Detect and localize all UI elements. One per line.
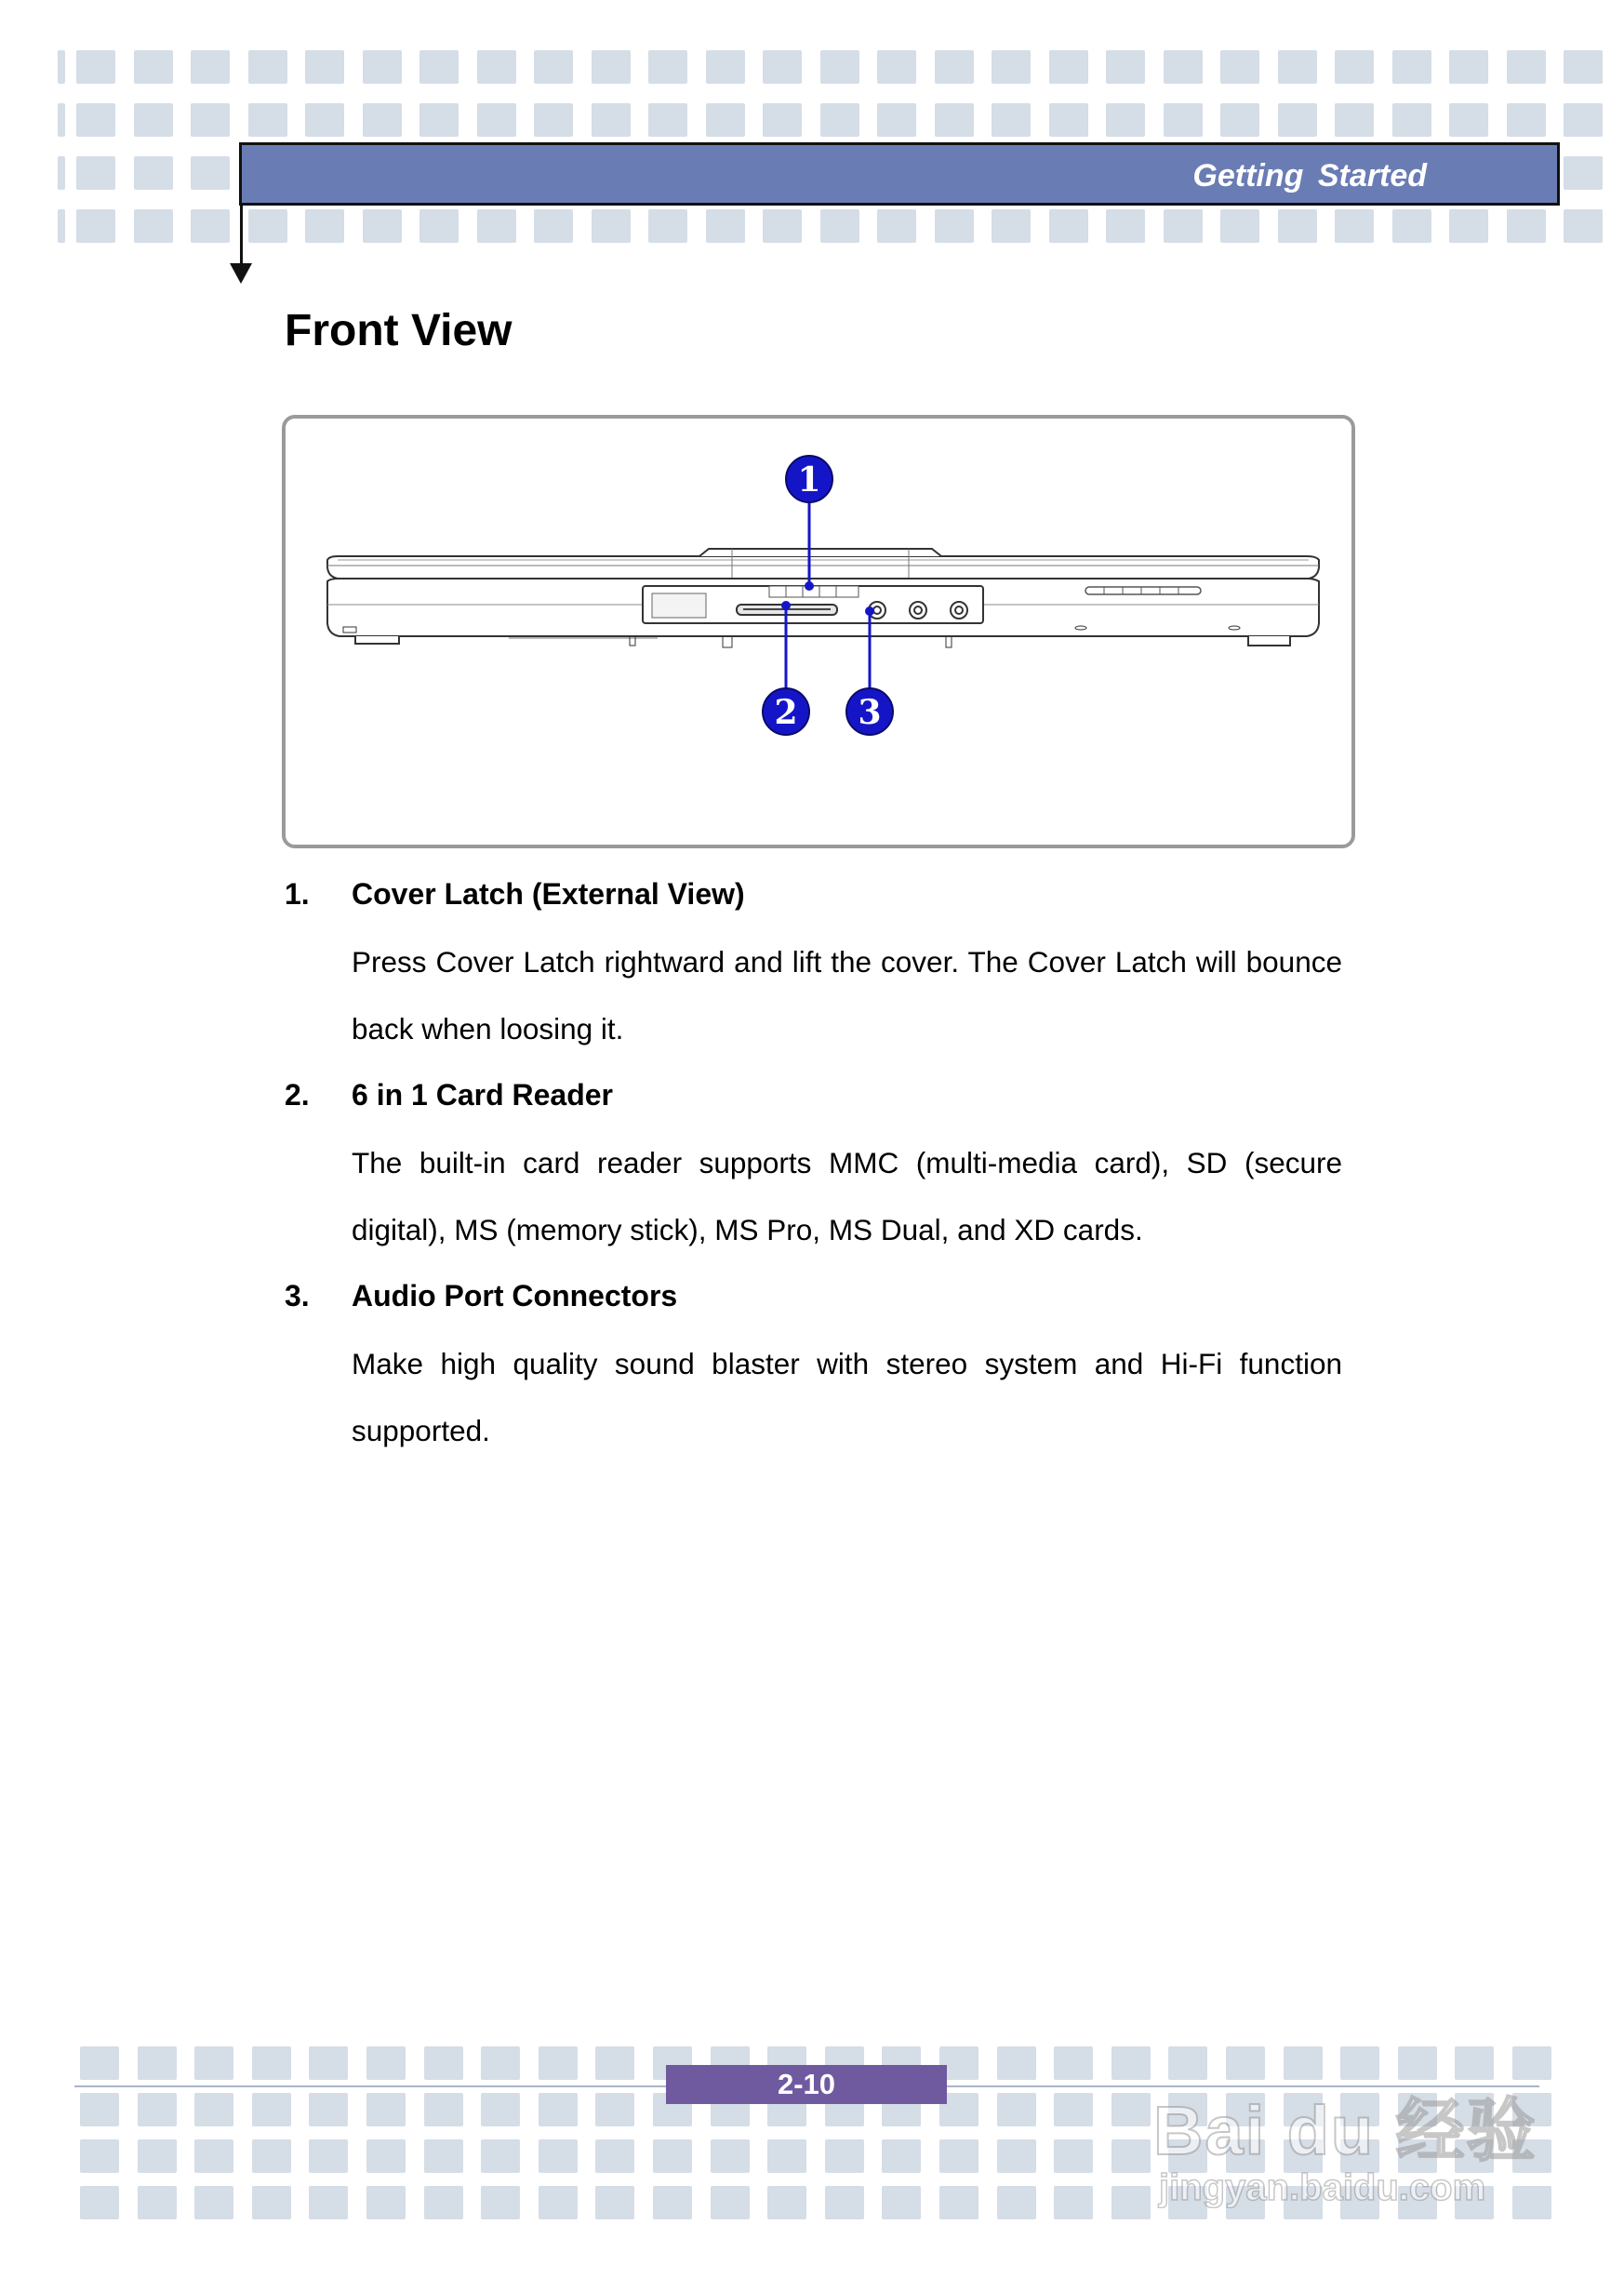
- tile: [711, 2186, 750, 2219]
- item-3-line-2: supported.: [352, 1414, 490, 1447]
- page-number: 2-10: [666, 2065, 947, 2104]
- callout-badge-1: [786, 456, 832, 502]
- tile: [191, 156, 230, 190]
- tile: [1564, 156, 1603, 190]
- tile: [58, 103, 65, 137]
- tile: [1449, 50, 1488, 84]
- watermark-url-text: jingyan.baidu.com: [1159, 2167, 1486, 2208]
- tile: [763, 209, 802, 243]
- svg-text:1: 1: [797, 460, 821, 500]
- tile: [539, 2186, 578, 2219]
- item-1-line-2: back when loosing it.: [352, 1012, 624, 1046]
- tile: [248, 209, 287, 243]
- callout-badge-2: [763, 688, 809, 735]
- tile: [424, 2046, 463, 2080]
- tile: [1335, 209, 1374, 243]
- tile: [191, 103, 230, 137]
- tile: [1507, 209, 1546, 243]
- tile: [1220, 103, 1259, 137]
- tile: [138, 2139, 177, 2173]
- tile: [419, 103, 459, 137]
- tile: [252, 2093, 291, 2126]
- tile: [424, 2186, 463, 2219]
- tile: [194, 2093, 233, 2126]
- tile: [706, 50, 745, 84]
- tile: [248, 50, 287, 84]
- tile: [1507, 50, 1546, 84]
- tile: [194, 2139, 233, 2173]
- tile: [595, 2093, 634, 2126]
- tile: [363, 50, 402, 84]
- tile: [992, 50, 1031, 84]
- front-view-figure: [282, 415, 1355, 848]
- arrow-down-icon: [230, 263, 252, 284]
- tile: [1164, 103, 1203, 137]
- tile: [477, 50, 516, 84]
- tile: [363, 209, 402, 243]
- item-3-heading: Audio Port Connectors: [352, 1279, 678, 1312]
- tile: [419, 50, 459, 84]
- tile: [1106, 209, 1145, 243]
- tile: [134, 209, 173, 243]
- item-2-number: 2.: [285, 1078, 310, 1112]
- tile: [1164, 50, 1203, 84]
- tile: [935, 50, 974, 84]
- tile: [80, 2186, 119, 2219]
- tile: [419, 209, 459, 243]
- tile: [1564, 103, 1603, 137]
- tile: [366, 2139, 406, 2173]
- tile: [424, 2139, 463, 2173]
- tile: [138, 2186, 177, 2219]
- tile: [1049, 209, 1088, 243]
- tile: [363, 103, 402, 137]
- tile: [992, 103, 1031, 137]
- tile: [1112, 2186, 1151, 2219]
- item-1-number: 1.: [285, 877, 310, 911]
- tile: [877, 103, 916, 137]
- tile: [309, 2186, 348, 2219]
- tile: [711, 2139, 750, 2173]
- tile: [882, 2186, 921, 2219]
- tile: [992, 209, 1031, 243]
- tile: [595, 2139, 634, 2173]
- tile: [309, 2046, 348, 2080]
- tile: [1335, 50, 1374, 84]
- tile: [592, 103, 631, 137]
- tile: [1449, 103, 1488, 137]
- tile: [534, 50, 573, 84]
- tile: [1106, 103, 1145, 137]
- tile: [877, 209, 916, 243]
- tile: [877, 50, 916, 84]
- tile: [648, 103, 687, 137]
- item-1-line-1: Press Cover Latch rightward and lift the cover. The Cover Latch will bounce: [352, 945, 1342, 979]
- tile: [1392, 209, 1431, 243]
- tile: [80, 2046, 119, 2080]
- laptop-front-illustration: [286, 419, 1351, 845]
- item-1-heading: Cover Latch (External View): [352, 877, 745, 911]
- tile: [1112, 2139, 1151, 2173]
- tile: [80, 2093, 119, 2126]
- tile: [1054, 2093, 1093, 2126]
- tile: [653, 2139, 692, 2173]
- tile: [134, 50, 173, 84]
- tile: [252, 2046, 291, 2080]
- tile: [248, 103, 287, 137]
- tile: [1049, 103, 1088, 137]
- tile: [820, 209, 859, 243]
- tile: [481, 2093, 520, 2126]
- tile: [706, 103, 745, 137]
- tile: [763, 50, 802, 84]
- page-title: Front View: [285, 306, 512, 355]
- item-2-line-2: digital), MS (memory stick), MS Pro, MS Dual, and XD cards.: [352, 1213, 1143, 1246]
- tile: [1054, 2046, 1093, 2080]
- tile: [1220, 50, 1259, 84]
- item-1-description: [352, 928, 1342, 1062]
- tile: [592, 209, 631, 243]
- tile: [539, 2093, 578, 2126]
- tile: [1564, 50, 1603, 84]
- svg-text:3: 3: [858, 693, 882, 732]
- header-arrow-line: [240, 206, 243, 265]
- tile: [1392, 103, 1431, 137]
- tile: [935, 103, 974, 137]
- tile: [534, 103, 573, 137]
- tile: [305, 209, 344, 243]
- tile: [252, 2186, 291, 2219]
- tile: [76, 103, 115, 137]
- tile: [1220, 209, 1259, 243]
- tile: [534, 209, 573, 243]
- tile: [191, 50, 230, 84]
- tile: [76, 50, 115, 84]
- item-3-line-1: Make high quality sound blaster with stereo system and Hi-Fi function: [352, 1347, 1342, 1380]
- tile: [997, 2046, 1036, 2080]
- tile: [1278, 209, 1317, 243]
- tile: [539, 2046, 578, 2080]
- tile: [767, 2139, 806, 2173]
- tile: [1335, 103, 1374, 137]
- tile: [1106, 50, 1145, 84]
- tile: [825, 2186, 864, 2219]
- tile: [1507, 103, 1546, 137]
- watermark-main-text: Bai du 经验: [1153, 2092, 1537, 2169]
- tile: [366, 2186, 406, 2219]
- tile: [481, 2139, 520, 2173]
- tile: [595, 2186, 634, 2219]
- tile: [706, 209, 745, 243]
- item-2-line-1: The built-in card reader supports MMC (multi-media card), SD (secure: [352, 1146, 1342, 1179]
- tile: [1112, 2093, 1151, 2126]
- tile: [1449, 209, 1488, 243]
- callout-badge-3: [846, 688, 893, 735]
- tile: [1049, 50, 1088, 84]
- tile: [1392, 50, 1431, 84]
- tile: [424, 2093, 463, 2126]
- tile: [138, 2093, 177, 2126]
- tile: [134, 156, 173, 190]
- tile: [648, 50, 687, 84]
- tile: [1054, 2139, 1093, 2173]
- tile: [595, 2046, 634, 2080]
- tile: [481, 2046, 520, 2080]
- svg-text:2: 2: [774, 693, 798, 732]
- section-header-bar: [239, 142, 1560, 206]
- item-2-description: [352, 1129, 1342, 1263]
- tile: [76, 156, 115, 190]
- tile: [939, 2139, 978, 2173]
- tile: [58, 209, 65, 243]
- tile: [58, 50, 65, 84]
- item-2-heading: 6 in 1 Card Reader: [352, 1078, 613, 1112]
- tile: [1278, 50, 1317, 84]
- tile: [477, 209, 516, 243]
- tile: [138, 2046, 177, 2080]
- tile: [80, 2139, 119, 2173]
- tile: [477, 103, 516, 137]
- tile: [882, 2139, 921, 2173]
- tile: [997, 2186, 1036, 2219]
- section-title: Getting Started: [1192, 158, 1427, 193]
- tile: [191, 209, 230, 243]
- tile: [305, 103, 344, 137]
- tile: [305, 50, 344, 84]
- tile: [366, 2093, 406, 2126]
- tile: [481, 2186, 520, 2219]
- tile: [820, 50, 859, 84]
- tile: [997, 2093, 1036, 2126]
- tile: [1112, 2046, 1151, 2080]
- tile: [592, 50, 631, 84]
- tile: [820, 103, 859, 137]
- tile: [1278, 103, 1317, 137]
- tile: [763, 103, 802, 137]
- item-3-number: 3.: [285, 1279, 310, 1312]
- tile: [539, 2139, 578, 2173]
- tile: [935, 209, 974, 243]
- tile: [58, 156, 65, 190]
- tile: [767, 2186, 806, 2219]
- tile: [997, 2139, 1036, 2173]
- tile: [1564, 209, 1603, 243]
- tile: [1054, 2186, 1093, 2219]
- tile: [194, 2186, 233, 2219]
- tile: [76, 209, 115, 243]
- tile: [252, 2139, 291, 2173]
- tile: [309, 2139, 348, 2173]
- tile: [1164, 209, 1203, 243]
- tile: [825, 2139, 864, 2173]
- tile: [309, 2093, 348, 2126]
- tile: [653, 2186, 692, 2219]
- baidu-watermark-logo: [1153, 2028, 1544, 2214]
- tile: [134, 103, 173, 137]
- tile: [939, 2186, 978, 2219]
- item-3-description: [352, 1330, 1342, 1464]
- tile: [648, 209, 687, 243]
- tile: [366, 2046, 406, 2080]
- tile: [194, 2046, 233, 2080]
